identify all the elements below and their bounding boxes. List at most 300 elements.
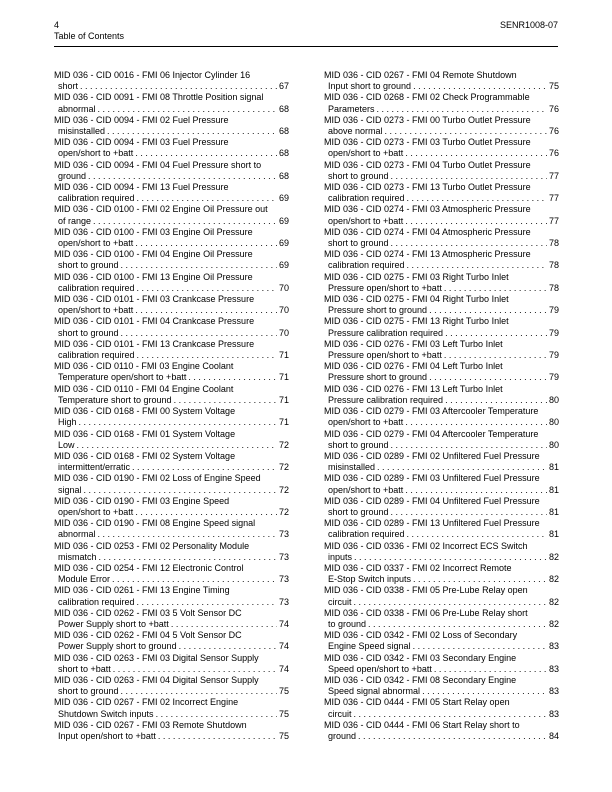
toc-entry-title-cont: Pressure short to ground xyxy=(328,305,428,316)
toc-entry[interactable] xyxy=(54,294,289,316)
toc-entry[interactable] xyxy=(54,653,289,675)
toc-entry[interactable] xyxy=(324,361,559,383)
toc-entry-continuation xyxy=(324,731,559,742)
toc-entry-title: MID 036 - CID 0168 - FMI 02 System Voltage xyxy=(54,450,236,461)
toc-page-number: 72 xyxy=(278,484,289,495)
toc-page-number: 79 xyxy=(548,372,559,383)
toc-entry[interactable] xyxy=(54,429,289,451)
toc-entry-title: MID 036 - CID 0274 - FMI 13 Atmospheric Pressure xyxy=(324,249,531,260)
toc-entry-title: MID 036 - CID 0267 - FMI 03 Remote Shutdown xyxy=(54,719,247,730)
toc-entry-title-cont: inputs xyxy=(328,551,353,562)
toc-entry-continuation xyxy=(54,664,289,675)
toc-entry-title-cont: ground xyxy=(58,170,87,181)
toc-leader-dots xyxy=(407,529,547,540)
toc-page-number: 69 xyxy=(278,215,289,226)
toc-leader-dots xyxy=(113,664,277,675)
toc-entry[interactable] xyxy=(54,451,289,473)
toc-entry-continuation xyxy=(324,574,559,585)
toc-entry-title: MID 036 - CID 0094 - FMI 04 Fuel Pressure short to xyxy=(54,159,262,170)
toc-entry-title-cont: circuit xyxy=(328,708,352,719)
toc-entry-continuation xyxy=(54,104,289,115)
toc-entry-title: MID 036 - CID 0275 - FMI 04 Right Turbo Inlet xyxy=(324,294,509,305)
toc-entry[interactable] xyxy=(54,92,289,114)
toc-entry[interactable] xyxy=(54,541,289,563)
toc-page-number: 80 xyxy=(548,394,559,405)
toc-entry-title-cont: open/short to +batt xyxy=(328,148,404,159)
toc-entry-title-cont: Input short to ground xyxy=(328,81,412,92)
toc-page-number: 81 xyxy=(548,529,559,540)
toc-page-number: 75 xyxy=(548,81,559,92)
toc-page-number: 78 xyxy=(548,260,559,271)
toc-entry-continuation xyxy=(54,305,289,316)
toc-leader-dots xyxy=(158,731,277,742)
toc-page-number: 82 xyxy=(548,618,559,629)
toc-entry-title: MID 036 - CID 0100 - FMI 02 Engine Oil Pressure out xyxy=(54,204,268,215)
toc-entry-title-cont: short to ground xyxy=(328,170,389,181)
toc-page-number: 69 xyxy=(278,193,289,204)
toc-entry-title: MID 036 - CID 0444 - FMI 06 Start Relay short to xyxy=(324,719,520,730)
toc-page-number: 73 xyxy=(278,596,289,607)
toc-entry-title-cont: Pressure calibration required xyxy=(328,394,444,405)
toc-leader-dots xyxy=(156,709,277,720)
toc-entry-continuation xyxy=(324,328,559,339)
toc-page-number: 78 xyxy=(548,238,559,249)
toc-entry-continuation xyxy=(324,507,559,518)
toc-leader-dots xyxy=(112,574,277,585)
toc-entry[interactable] xyxy=(324,608,559,630)
toc-entry-title-cont: High xyxy=(58,417,77,428)
toc-entry[interactable] xyxy=(54,361,289,383)
toc-entry-continuation xyxy=(54,238,289,249)
toc-entry-title-cont: short to ground xyxy=(328,238,389,249)
toc-entry-title-cont: Parameters xyxy=(328,103,375,114)
toc-entry-continuation xyxy=(324,171,559,182)
toc-page-number: 74 xyxy=(278,663,289,674)
toc-page-number: 77 xyxy=(548,215,559,226)
toc-leader-dots xyxy=(179,641,277,652)
toc-page-number: 71 xyxy=(278,350,289,361)
toc-entry-title: MID 036 - CID 0289 - FMI 04 Unfiltered Fuel Pressure xyxy=(324,495,540,506)
toc-leader-dots xyxy=(413,81,547,92)
toc-right-column xyxy=(324,70,559,742)
toc-entry[interactable] xyxy=(54,473,289,495)
toc-entry-title: MID 036 - CID 0342 - FMI 08 Secondary Engine xyxy=(324,674,517,685)
toc-entry-title-cont: abnormal xyxy=(58,103,96,114)
toc-page-number: 79 xyxy=(548,305,559,316)
toc-page-number: 68 xyxy=(278,148,289,159)
toc-leader-dots xyxy=(137,350,277,361)
toc-leader-dots xyxy=(88,171,277,182)
toc-entry-title: MID 036 - CID 0263 - FMI 04 Digital Sensor Supply xyxy=(54,674,259,685)
toc-page-number: 76 xyxy=(548,103,559,114)
toc-leader-dots xyxy=(405,216,547,227)
toc-leader-dots xyxy=(377,462,547,473)
toc-entry-title: MID 036 - CID 0273 - FMI 00 Turbo Outlet Pressure xyxy=(324,114,531,125)
toc-entry-title-cont: ground xyxy=(328,730,357,741)
toc-entry-title-cont: open/short to +batt xyxy=(58,305,134,316)
toc-entry[interactable] xyxy=(324,653,559,675)
toc-leader-dots xyxy=(358,731,547,742)
toc-entry-title-cont: calibration required xyxy=(58,193,135,204)
toc-entry[interactable] xyxy=(54,720,289,742)
toc-entry[interactable] xyxy=(54,204,289,226)
toc-page-number: 77 xyxy=(548,193,559,204)
toc-leader-dots xyxy=(188,372,277,383)
toc-entry-continuation xyxy=(324,104,559,115)
toc-entry-continuation xyxy=(54,574,289,585)
toc-page-number: 77 xyxy=(548,170,559,181)
toc-page-number: 81 xyxy=(548,506,559,517)
toc-entry-title: MID 036 - CID 0342 - FMI 03 Secondary Engine xyxy=(324,652,517,663)
toc-entry[interactable] xyxy=(324,384,559,406)
toc-entry[interactable] xyxy=(54,339,289,361)
toc-entry-title-cont: short to ground xyxy=(58,327,119,338)
toc-entry-title-cont: misinstalled xyxy=(58,126,106,137)
toc-entry[interactable] xyxy=(324,473,559,495)
toc-entry-title: MID 036 - CID 0016 - FMI 06 Injector Cylinder 16 xyxy=(54,70,251,80)
toc-entry[interactable] xyxy=(324,429,559,451)
toc-leader-dots xyxy=(135,305,277,316)
toc-entry-title: MID 036 - CID 0342 - FMI 02 Loss of Secondary xyxy=(324,630,518,641)
toc-entry-title-cont: Pressure open/short to +batt xyxy=(328,350,442,361)
toc-entry-title: MID 036 - CID 0254 - FMI 12 Electronic Control xyxy=(54,562,244,573)
toc-entry-title-cont: calibration required xyxy=(328,193,405,204)
toc-page-number: 82 xyxy=(548,551,559,562)
toc-page-number: 83 xyxy=(548,663,559,674)
toc-entry-title-cont: short to ground xyxy=(328,439,389,450)
toc-entry[interactable] xyxy=(324,675,559,697)
toc-leader-dots xyxy=(413,574,547,585)
toc-entry[interactable] xyxy=(324,272,559,294)
toc-entry-title: MID 036 - CID 0275 - FMI 03 Right Turbo Inlet xyxy=(324,271,509,282)
toc-entry-title-cont: Power Supply short to +batt xyxy=(58,618,169,629)
toc-entry-continuation xyxy=(54,283,289,294)
toc-entry-continuation xyxy=(54,709,289,720)
toc-leader-dots xyxy=(132,462,277,473)
toc-entry-title: MID 036 - CID 0273 - FMI 13 Turbo Outlet Pressure xyxy=(324,182,531,193)
toc-entry-title-cont: open/short to +batt xyxy=(58,148,134,159)
toc-entry-continuation xyxy=(324,417,559,428)
toc-entry-title: MID 036 - CID 0110 - FMI 03 Engine Coolant xyxy=(54,361,234,372)
toc-page-number: 71 xyxy=(278,417,289,428)
toc-entry[interactable] xyxy=(324,92,559,114)
toc-leader-dots xyxy=(422,686,547,697)
toc-entry-title-cont: Engine Speed signal xyxy=(328,641,411,652)
toc-entry[interactable] xyxy=(54,406,289,428)
page-number: 4 xyxy=(54,20,60,30)
toc-entry-continuation xyxy=(54,507,289,518)
toc-entry-title: MID 036 - CID 0279 - FMI 03 Aftercooler Temperature xyxy=(324,406,539,417)
toc-leader-dots xyxy=(79,417,277,428)
toc-entry[interactable] xyxy=(324,563,559,585)
toc-entry-title-cont: Pressure open/short to +batt xyxy=(328,282,442,293)
toc-entry[interactable] xyxy=(54,227,289,249)
toc-leader-dots xyxy=(391,238,547,249)
toc-entry-title-cont: abnormal xyxy=(58,529,96,540)
toc-entry-title-cont: to ground xyxy=(328,618,367,629)
toc-entry-continuation xyxy=(54,552,289,563)
toc-entry[interactable] xyxy=(54,70,289,92)
toc-entry-title: MID 036 - CID 0094 - FMI 03 Fuel Pressure xyxy=(54,137,229,148)
toc-entry-title: MID 036 - CID 0100 - FMI 03 Engine Oil Pressure xyxy=(54,226,253,237)
toc-entry-title: MID 036 - CID 0261 - FMI 13 Engine Timing xyxy=(54,585,230,596)
toc-entry-title: MID 036 - CID 0168 - FMI 01 System Voltage xyxy=(54,428,236,439)
toc-entry-continuation xyxy=(324,395,559,406)
toc-entry-title: MID 036 - CID 0273 - FMI 03 Turbo Outlet Pressure xyxy=(324,137,531,148)
toc-entry[interactable] xyxy=(324,720,559,742)
toc-entry-title-cont: Temperature open/short to +batt xyxy=(58,372,187,383)
toc-entry-title-cont: short to +batt xyxy=(58,663,111,674)
toc-page-number: 69 xyxy=(278,260,289,271)
toc-leader-dots xyxy=(377,104,547,115)
toc-entry-title: MID 036 - CID 0279 - FMI 04 Aftercooler Temperature xyxy=(324,428,539,439)
toc-entry-title-cont: short xyxy=(58,81,79,92)
toc-page-number: 69 xyxy=(278,238,289,249)
toc-entry-title: MID 036 - CID 0289 - FMI 13 Unfiltered Fuel Pressure xyxy=(324,518,540,529)
toc-entry-title-cont: open/short to +batt xyxy=(328,417,404,428)
toc-entry-title: MID 036 - CID 0338 - FMI 06 Pre-Lube Relay short xyxy=(324,607,528,618)
toc-entry-title-cont: open/short to +batt xyxy=(328,215,404,226)
toc-entry-title: MID 036 - CID 0276 - FMI 03 Left Turbo Inlet xyxy=(324,338,503,349)
toc-leader-dots xyxy=(354,552,547,563)
toc-leader-dots xyxy=(407,193,547,204)
toc-entry[interactable] xyxy=(54,585,289,607)
toc-entry-continuation xyxy=(324,126,559,137)
toc-entry[interactable] xyxy=(324,115,559,137)
toc-page-number: 72 xyxy=(278,506,289,517)
toc-entry[interactable] xyxy=(54,160,289,182)
toc-leader-dots xyxy=(135,507,277,518)
toc-entry-title: MID 036 - CID 0101 - FMI 13 Crankcase Pressure xyxy=(54,338,255,349)
toc-entry[interactable] xyxy=(324,70,559,92)
toc-entry[interactable] xyxy=(54,316,289,338)
toc-entry-title-cont: open/short to +batt xyxy=(58,238,134,249)
toc-entry-continuation xyxy=(324,148,559,159)
toc-page-number: 80 xyxy=(548,439,559,450)
toc-leader-dots xyxy=(405,485,547,496)
toc-leader-dots xyxy=(368,619,547,630)
toc-leader-dots xyxy=(98,529,277,540)
toc-entry[interactable] xyxy=(54,697,289,719)
toc-leader-dots xyxy=(434,664,547,675)
toc-page-number: 78 xyxy=(548,282,559,293)
toc-entry[interactable] xyxy=(324,451,559,473)
toc-entry[interactable] xyxy=(324,227,559,249)
toc-entry[interactable] xyxy=(324,160,559,182)
toc-page-number: 79 xyxy=(548,350,559,361)
toc-entry[interactable] xyxy=(54,249,289,271)
toc-entry-continuation xyxy=(324,193,559,204)
toc-entry[interactable] xyxy=(324,294,559,316)
toc-entry-continuation xyxy=(324,641,559,652)
toc-entry[interactable] xyxy=(54,272,289,294)
toc-entry-continuation xyxy=(54,529,289,540)
toc-entry-continuation xyxy=(324,305,559,316)
toc-entry-title: MID 036 - CID 0267 - FMI 02 Incorrect Engine xyxy=(54,697,239,708)
toc-entry-continuation xyxy=(54,641,289,652)
toc-entry-continuation xyxy=(54,485,289,496)
toc-entry-continuation xyxy=(324,664,559,675)
toc-page-number: 72 xyxy=(278,462,289,473)
toc-entry-title-cont: short to ground xyxy=(328,506,389,517)
toc-entry-title-cont: Speed signal abnormal xyxy=(328,686,421,697)
toc-entry-continuation xyxy=(324,238,559,249)
section-title: Table of Contents xyxy=(54,31,125,41)
toc-entry-title: MID 036 - CID 0190 - FMI 02 Loss of Engine Speed xyxy=(54,473,261,484)
toc-entry-title-cont: Power Supply short to ground xyxy=(58,641,177,652)
toc-entry[interactable] xyxy=(54,115,289,137)
toc-entry-title: MID 036 - CID 0101 - FMI 04 Crankcase Pressure xyxy=(54,316,255,327)
toc-leader-dots xyxy=(174,395,277,406)
toc-entry[interactable] xyxy=(324,137,559,159)
toc-entry-title-cont: calibration required xyxy=(328,529,405,540)
toc-leader-dots xyxy=(391,171,547,182)
toc-leader-dots xyxy=(354,709,547,720)
toc-entry-title-cont: intermittent/erratic xyxy=(58,462,131,473)
toc-leader-dots xyxy=(84,485,277,496)
toc-entry-continuation xyxy=(54,350,289,361)
toc-leader-dots xyxy=(354,597,547,608)
toc-entry-title-cont: Temperature short to ground xyxy=(58,394,172,405)
page-header xyxy=(54,20,558,47)
toc-entry-title-cont: short to ground xyxy=(58,260,119,271)
toc-entry-title: MID 036 - CID 0276 - FMI 13 Left Turbo Inlet xyxy=(324,383,503,394)
toc-page-number: 74 xyxy=(278,641,289,652)
toc-entry[interactable] xyxy=(324,249,559,271)
toc-page-number: 74 xyxy=(278,618,289,629)
toc-entry-title-cont: of range xyxy=(58,215,92,226)
toc-entry-continuation xyxy=(54,328,289,339)
toc-entry-title-cont: Pressure short to ground xyxy=(328,372,428,383)
toc-entry-title-cont: calibration required xyxy=(328,260,405,271)
toc-leader-dots xyxy=(413,641,547,652)
toc-entry-title: MID 036 - CID 0100 - FMI 13 Engine Oil Pressure xyxy=(54,271,253,282)
toc-entry-continuation xyxy=(54,686,289,697)
toc-leader-dots xyxy=(121,328,277,339)
toc-page-number: 76 xyxy=(548,148,559,159)
toc-entry[interactable] xyxy=(54,563,289,585)
toc-entry-title-cont: open/short to +batt xyxy=(328,484,404,495)
toc-entry-title-cont: calibration required xyxy=(58,596,135,607)
toc-leader-dots xyxy=(80,81,277,92)
toc-entry-continuation xyxy=(324,440,559,451)
toc-entry[interactable] xyxy=(54,496,289,518)
toc-entry[interactable] xyxy=(324,339,559,361)
toc-entry[interactable] xyxy=(54,675,289,697)
toc-entry-title: MID 036 - CID 0268 - FMI 02 Check Programmable xyxy=(324,92,530,103)
toc-entry-continuation xyxy=(54,395,289,406)
toc-page-number: 73 xyxy=(278,529,289,540)
toc-entry-title: MID 036 - CID 0444 - FMI 05 Start Relay open xyxy=(324,697,510,708)
toc-page-number: 67 xyxy=(278,81,289,92)
toc-entry[interactable] xyxy=(324,204,559,226)
toc-entry-continuation xyxy=(54,81,289,92)
toc-entry-continuation xyxy=(324,619,559,630)
toc-entry[interactable] xyxy=(324,518,559,540)
toc-page-number: 76 xyxy=(548,126,559,137)
toc-entry-continuation xyxy=(54,619,289,630)
toc-page-number: 84 xyxy=(548,730,559,741)
toc-leader-dots xyxy=(93,216,277,227)
toc-entry-continuation xyxy=(324,372,559,383)
toc-entry-continuation xyxy=(324,260,559,271)
toc-entry[interactable] xyxy=(324,406,559,428)
toc-page-number: 68 xyxy=(278,103,289,114)
toc-leader-dots xyxy=(405,148,547,159)
toc-entry-title-cont: calibration required xyxy=(58,350,135,361)
toc-entry-title: MID 036 - CID 0168 - FMI 00 System Voltage xyxy=(54,406,236,417)
toc-entry[interactable] xyxy=(324,496,559,518)
toc-entry-title-cont: Pressure calibration required xyxy=(328,327,444,338)
toc-left-column xyxy=(54,70,289,742)
toc-page-number: 73 xyxy=(278,574,289,585)
toc-entry-title-cont: Shutdown Switch inputs xyxy=(58,708,154,719)
toc-page-number: 82 xyxy=(548,596,559,607)
toc-leader-dots xyxy=(429,372,547,383)
toc-entry-continuation xyxy=(54,440,289,451)
toc-entry-title: MID 036 - CID 0276 - FMI 04 Left Turbo Inlet xyxy=(324,361,503,372)
toc-entry-title: MID 036 - CID 0273 - FMI 04 Turbo Outlet Pressure xyxy=(324,159,531,170)
toc-entry-title: MID 036 - CID 0190 - FMI 08 Engine Speed signal xyxy=(54,518,256,529)
toc-entry-title: MID 036 - CID 0094 - FMI 02 Fuel Pressure xyxy=(54,114,229,125)
toc-entry[interactable] xyxy=(324,585,559,607)
toc-entry-title-cont: E-Stop Switch inputs xyxy=(328,574,412,585)
toc-leader-dots xyxy=(405,417,547,428)
toc-page-number: 81 xyxy=(548,462,559,473)
toc-entry-continuation xyxy=(54,731,289,742)
toc-leader-dots xyxy=(137,283,277,294)
toc-entry-title: MID 036 - CID 0262 - FMI 04 5 Volt Sensor DC xyxy=(54,630,242,641)
toc-entry-title: MID 036 - CID 0336 - FMI 02 Incorrect ECS Switch xyxy=(324,540,528,551)
toc-entry[interactable] xyxy=(324,316,559,338)
toc-leader-dots xyxy=(444,283,547,294)
toc-entry-title-cont: circuit xyxy=(328,596,352,607)
toc-entry-continuation xyxy=(324,686,559,697)
toc-page-number: 83 xyxy=(548,686,559,697)
toc-entry-continuation xyxy=(324,597,559,608)
toc-entry-continuation xyxy=(324,552,559,563)
toc-entry-title: MID 036 - CID 0274 - FMI 03 Atmospheric Pressure xyxy=(324,204,531,215)
toc-leader-dots xyxy=(391,507,547,518)
toc-entry[interactable] xyxy=(324,697,559,719)
toc-page-number: 83 xyxy=(548,708,559,719)
toc-entry[interactable] xyxy=(324,630,559,652)
toc-entry-title: MID 036 - CID 0289 - FMI 03 Unfiltered Fuel Pressure xyxy=(324,473,540,484)
toc-entry[interactable] xyxy=(54,384,289,406)
toc-entry-title: MID 036 - CID 0110 - FMI 04 Engine Coolant xyxy=(54,383,234,394)
toc-entry[interactable] xyxy=(54,630,289,652)
toc-entry[interactable] xyxy=(324,541,559,563)
toc-entry[interactable] xyxy=(324,182,559,204)
toc-page-number: 72 xyxy=(278,439,289,450)
toc-entry-title: MID 036 - CID 0337 - FMI 02 Incorrect Remote xyxy=(324,562,512,573)
toc-page-number: 81 xyxy=(548,484,559,495)
toc-entry[interactable] xyxy=(54,137,289,159)
toc-leader-dots xyxy=(107,126,277,137)
toc-entry-title: MID 036 - CID 0091 - FMI 08 Throttle Position signal xyxy=(54,92,264,103)
toc-page-number: 83 xyxy=(548,641,559,652)
toc-leader-dots xyxy=(445,395,547,406)
toc-page-number: 70 xyxy=(278,327,289,338)
toc-entry-continuation xyxy=(54,126,289,137)
toc-entry[interactable] xyxy=(54,518,289,540)
toc-entry[interactable] xyxy=(54,608,289,630)
toc-entry[interactable] xyxy=(54,182,289,204)
toc-page-number: 70 xyxy=(278,305,289,316)
toc-leader-dots xyxy=(429,305,547,316)
toc-page-number: 75 xyxy=(278,686,289,697)
toc-entry-continuation xyxy=(324,81,559,92)
